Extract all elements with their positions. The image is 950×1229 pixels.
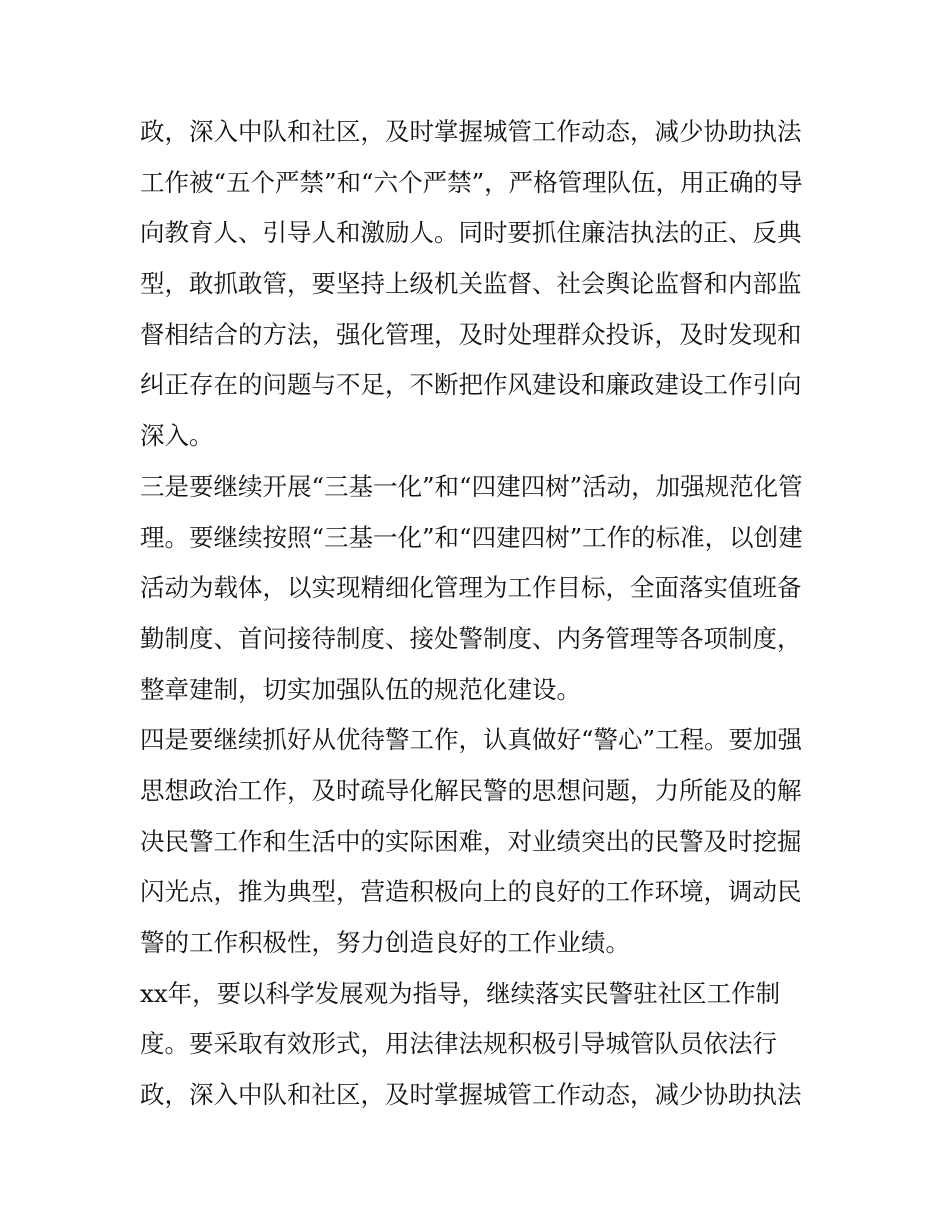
document-body [140,107,820,1121]
text-line: 思想政治工作，及时疏导化解民警的思想问题，力所能及的解 [140,775,802,805]
text-line: 督相结合的方法，强化管理，及时处理群众投诉，及时发现和 [140,319,802,349]
text-line: 活动为载体，以实现精细化管理为工作目标，全面落实值班备 [140,573,802,603]
text-line: 理。要继续按照“三基一化”和“四建四树”工作的标准，以创建 [140,522,803,552]
text-line: 工作被“五个严禁”和“六个严禁”，严格管理队伍，用正确的导 [140,167,803,197]
text-line: 深入。 [140,421,214,451]
text-line: 警的工作积极性，努力创造良好的工作业绩。 [140,928,630,957]
text-line: 勤制度、首问接待制度、接处警制度、内务管理等各项制度， [140,623,802,653]
text-line: 型，敢抓敢管，要坚持上级机关监督、社会舆论监督和内部监 [140,269,802,299]
text-line: 纠正存在的问题与不足，不断把作风建设和廉政建设工作引向 [140,370,802,400]
paragraph-start-line: 三是要继续开展“三基一化”和“四建四树”活动，加强规范化管 [140,471,803,501]
text-line: 整章建制，切实加强队伍的规范化建设。 [140,674,581,704]
text-line: 闪光点，推为典型，营造积极向上的良好的工作环境，调动民 [140,877,802,907]
text-line: 度。要采取有效形式，用法律法规积极引导城管队员依法行 [140,1029,777,1059]
paragraph-start-line: xx年，要以科学发展观为指导，继续落实民警驻社区工作制 [140,978,781,1008]
text-line: 决民警工作和生活中的实际困难，对业绩突出的民警及时挖掘 [140,826,802,856]
paragraph-start-line: 四是要继续抓好从优待警工作，认真做好“警心”工程。要加强 [140,725,803,755]
text-line: 向教育人、引导人和激励人。同时要抓住廉洁执法的正、反典 [140,218,802,248]
text-line: 政，深入中队和社区，及时掌握城管工作动态，减少协助执法 [140,117,802,146]
text-line: 政，深入中队和社区，及时掌握城管工作动态，减少协助执法 [140,1080,802,1110]
